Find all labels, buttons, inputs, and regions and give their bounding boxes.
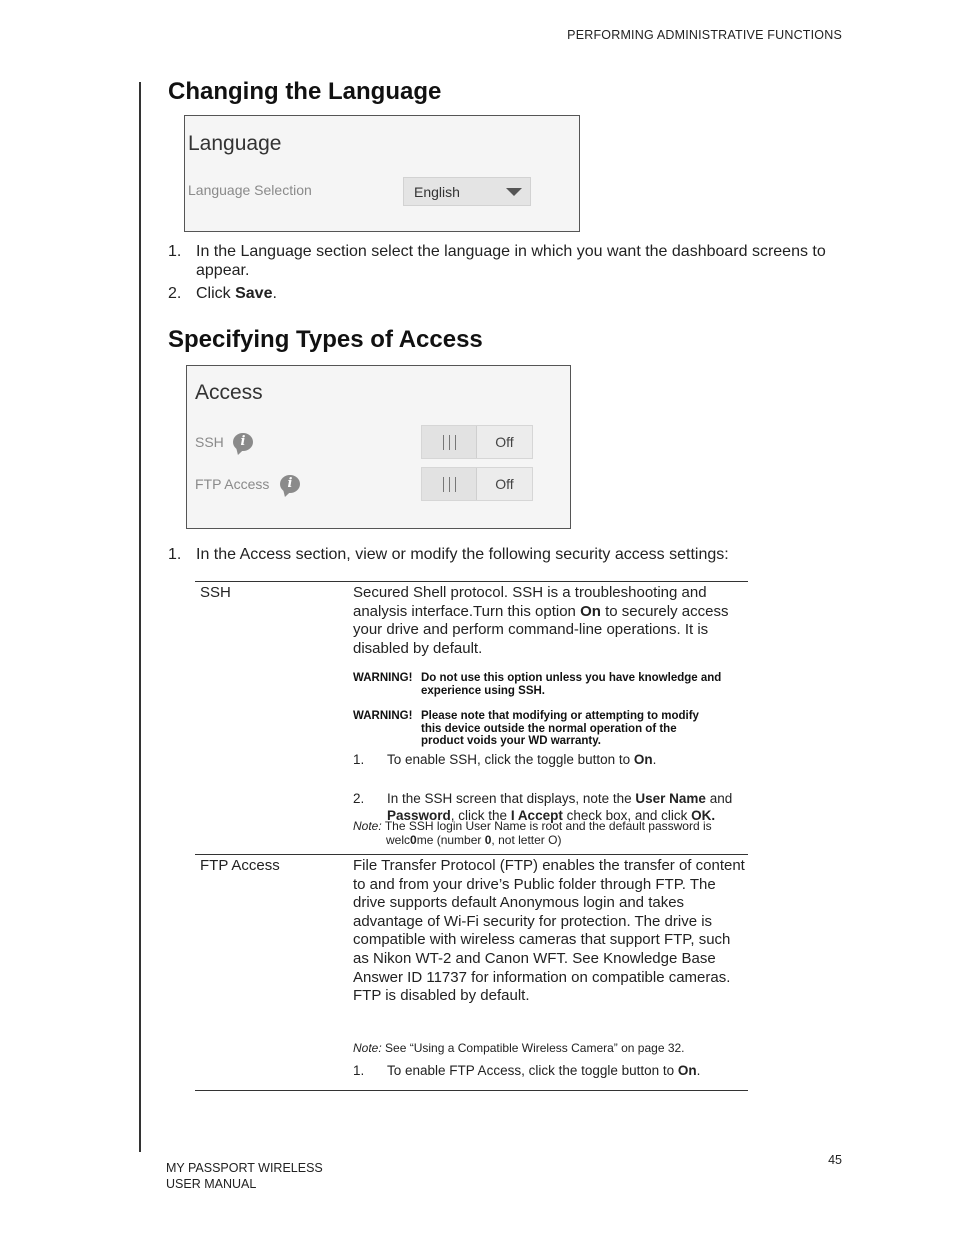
ftp-note: Note: See “Using a Compatible Wireless Camera” on page 32. <box>353 1041 685 1055</box>
language-select[interactable] <box>403 177 531 206</box>
toggle-grip <box>422 426 477 458</box>
language-selection-label: Language Selection <box>188 182 312 198</box>
language-steps <box>168 242 848 303</box>
toggle-grip <box>422 468 477 500</box>
chevron-down-icon <box>506 188 522 196</box>
access-steps <box>168 545 848 564</box>
ftp-description: File Transfer Protocol (FTP) enables the transfer of content to and from your drive’s Public folder through FTP. The drive supports default Anonymous login and takes advantage of Wi-Fi security for protection. The drive is compatible with wireless cameras that support FTP, such as Nikon WT-2 and Canon WFT. See Knowledge Base Answer ID 11737 for information on compatible cameras. FTP is disabled by default. <box>353 857 745 1005</box>
table-row-rule <box>195 854 748 855</box>
info-icon[interactable]: i <box>233 433 253 451</box>
ssh-toggle-state: Off <box>495 434 514 450</box>
list-item: 1. In the Language section select the language in which you want the dashboard screens to appear. <box>168 243 826 279</box>
ssh-warning-1: WARNING! Do not use this option unless you have knowledge and experience using SSH. <box>353 672 722 697</box>
ftp-access-label: FTP Access <box>195 476 270 492</box>
footer-title: MY PASSPORT WIRELESS USER MANUAL <box>166 1161 323 1191</box>
info-icon[interactable]: i <box>280 475 300 493</box>
running-header: PERFORMING ADMINISTRATIVE FUNCTIONS <box>567 28 842 42</box>
ftp-toggle-state: Off <box>495 476 514 492</box>
ssh-substep-2: 2. In the SSH screen that displays, note the User Name and Password, click the I Accept check box, and click OK. <box>353 791 733 823</box>
language-select-value: English <box>414 184 460 200</box>
language-heading: Changing the Language <box>168 78 442 105</box>
language-panel-title: Language <box>188 132 282 155</box>
table-bottom-rule <box>195 1090 748 1091</box>
ssh-term: SSH <box>200 584 231 601</box>
ssh-description: Secured Shell protocol. SSH is a troubleshooting and analysis interface.Turn this option On to securely access your drive and perform command-line operations. It is disabled by default. <box>353 584 729 657</box>
language-panel-screenshot <box>184 115 580 232</box>
list-item: 1. In the Access section, view or modify the following security access settings: <box>168 546 729 563</box>
margin-rule <box>139 82 141 1152</box>
ssh-warning-2: WARNING! Please note that modifying or attempting to modify this device outside the normal operation of the product voids your WD warranty. <box>353 710 699 747</box>
ssh-substep-1: 1. To enable SSH, click the toggle button to On. <box>353 752 657 767</box>
ssh-note: Note: The SSH login User Name is root and the default password is welc0me (number 0, not letter O) <box>353 819 712 847</box>
ftp-toggle[interactable] <box>421 467 533 501</box>
access-panel-screenshot <box>186 365 571 529</box>
access-panel-title: Access <box>195 381 263 404</box>
ftp-substep-1: 1. To enable FTP Access, click the toggle button to On. <box>353 1063 701 1078</box>
access-heading: Specifying Types of Access <box>168 326 483 353</box>
ftp-term: FTP Access <box>200 857 280 874</box>
list-item: 2. Click Save. <box>168 285 277 302</box>
ssh-toggle[interactable] <box>421 425 533 459</box>
page-number: 45 <box>828 1153 842 1167</box>
ssh-label: SSH <box>195 434 224 450</box>
table-top-rule <box>195 581 748 582</box>
